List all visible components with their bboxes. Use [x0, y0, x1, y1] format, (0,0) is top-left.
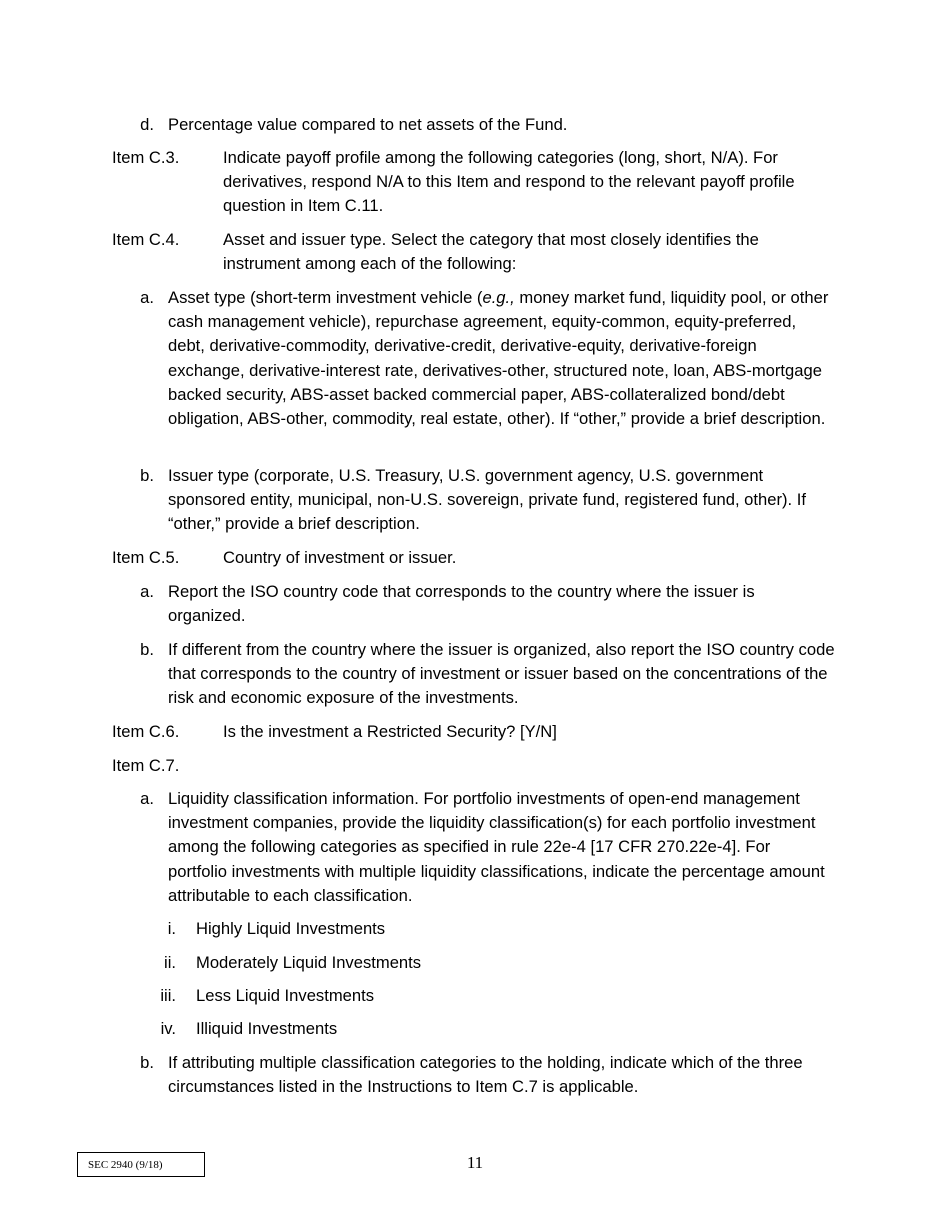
list-marker: b.: [140, 1053, 154, 1072]
list-marker: b.: [140, 466, 154, 485]
list-item: Highly Liquid Investments: [196, 919, 386, 938]
item-c4-b-text: Issuer type (corporate, U.S. Treasury, U.S. government agency, U.S. government sponsored entity, municipal, non-U.S. sovereign, private fund, registered fund, other). If “other,” provide a brief description.: [168, 466, 806, 534]
list-marker: d.: [140, 115, 154, 134]
item-c5-label: Item C.5.: [112, 548, 180, 567]
page-number: 11: [466, 1153, 484, 1172]
item-c5-b-text: If different from the country where the issuer is organized, also report the ISO country code that corresponds to the country of investment or issuer based on the concentrations of the risk and economic exposure of the investments.: [168, 640, 835, 708]
roman-marker: ii.: [164, 953, 176, 972]
list-marker: a.: [140, 582, 154, 601]
item-c6-label: Item C.6.: [112, 722, 180, 741]
roman-marker: iv.: [160, 1019, 176, 1038]
item-c7-label: Item C.7.: [112, 756, 180, 775]
item-c4-label: Item C.4.: [112, 230, 180, 249]
item-c3-text: Indicate payoff profile among the following categories (long, short, N/A). For derivatives, respond N/A to this Item and respond to the relevant payoff profile question in Item C.11.: [223, 148, 795, 216]
item-c6-text: Is the investment a Restricted Security? [Y/N]: [223, 722, 557, 741]
form-code-box: SEC 2940 (9/18): [77, 1152, 205, 1177]
roman-marker: i.: [167, 919, 176, 938]
item-c3-label: Item C.3.: [112, 148, 180, 167]
list-item: Less Liquid Investments: [196, 986, 375, 1005]
list-marker: b.: [140, 640, 154, 659]
item-c5-text: Country of investment or issuer.: [223, 548, 457, 567]
item-c5-a-text: Report the ISO country code that corresponds to the country where the issuer is organized.: [168, 582, 755, 626]
list-marker: a.: [140, 789, 154, 808]
item-c7-b-text: If attributing multiple classification categories to the holding, indicate which of the three circumstances listed in the Instructions to Item C.7 is applicable.: [168, 1053, 803, 1097]
item-c2-d-text: Percentage value compared to net assets of the Fund.: [168, 115, 568, 134]
item-c4-text: Asset and issuer type. Select the category that most closely identifies the instrument among each of the following:: [223, 230, 759, 274]
list-marker: a.: [140, 288, 154, 307]
roman-marker: iii.: [160, 986, 176, 1005]
item-c4-a-text: Asset type (short-term investment vehicle (e.g., money market fund, liquidity pool, or other cash management vehicle), repurchase agreement, equity-common, equity-preferred, debt, derivative-commodity, derivative-credit, derivative-equity, derivative-foreign exchange, derivative-interest rate, derivatives-other, structured note, loan, ABS-mortgage backed security, ABS-asset backed commercial paper, ABS-collateralized bond/debt obligation, ABS-other, commodity, real estate, other). If “other,” provide a brief description.: [168, 288, 829, 429]
list-item: Illiquid Investments: [196, 1019, 338, 1038]
list-item: Moderately Liquid Investments: [196, 953, 422, 972]
item-c7-a-text: Liquidity classification information. For portfolio investments of open-end management investment companies, provide the liquidity classification(s) for each portfolio investment among the following categories as specified in rule 22e-4 [17 CFR 270.22e-4]. For portfolio investments with multiple liquidity classifications, indicate the percentage amount attributable to each classification.: [168, 789, 825, 905]
